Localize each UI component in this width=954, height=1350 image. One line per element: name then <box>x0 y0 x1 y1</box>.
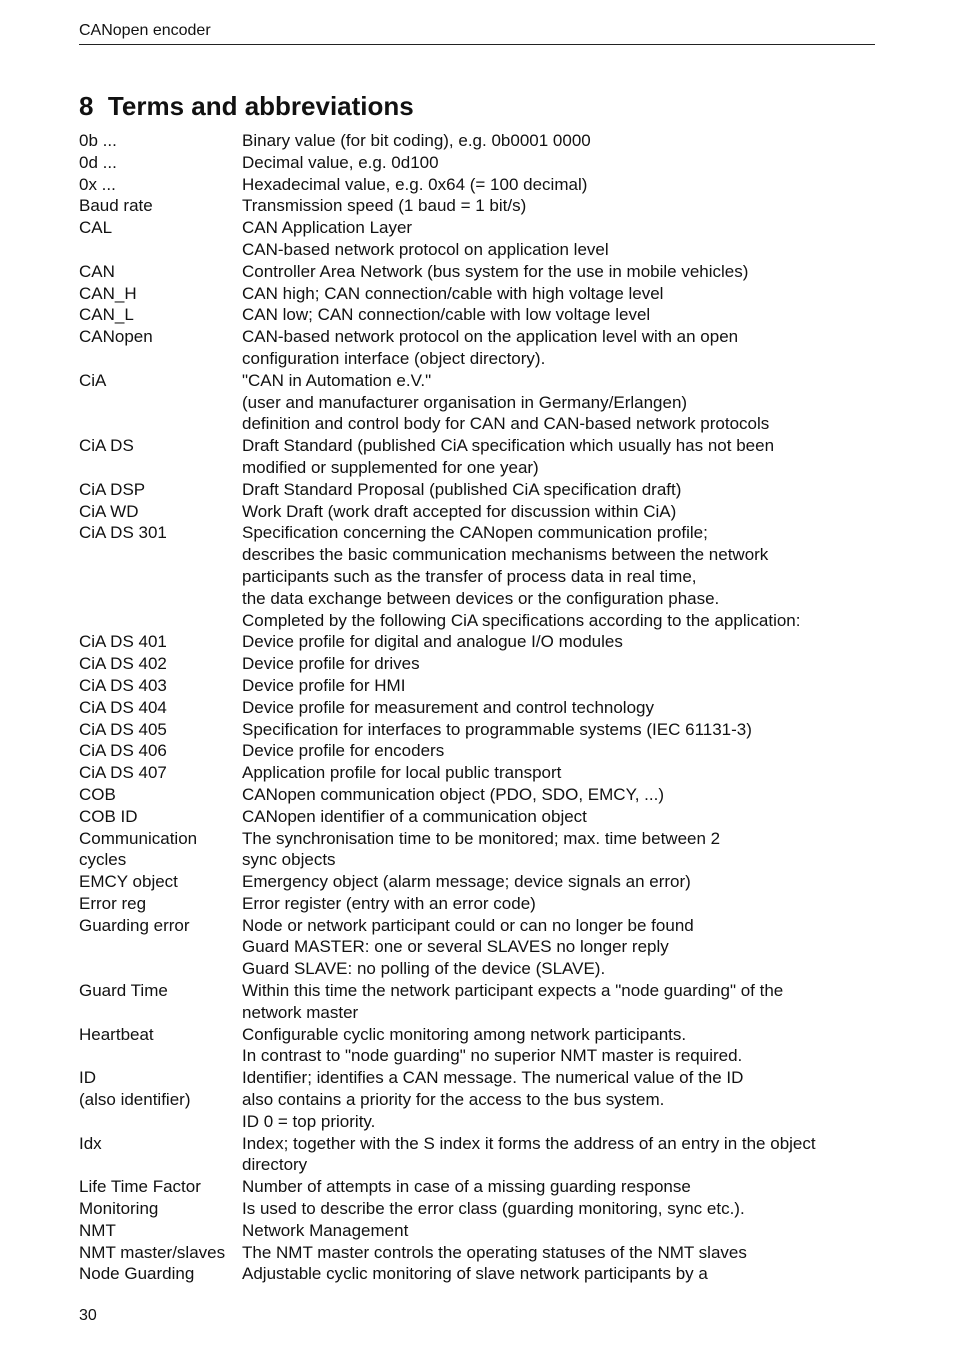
glossary-term: CiA DS <box>79 436 134 456</box>
glossary-entry <box>79 675 879 697</box>
running-header <box>79 21 875 45</box>
glossary-term: Monitoring <box>79 1199 159 1219</box>
glossary-term: CAN_H <box>79 283 137 303</box>
glossary-entry <box>79 653 879 675</box>
glossary-entry <box>79 283 879 305</box>
glossary-entry <box>79 217 879 261</box>
glossary-term: Idx <box>79 1133 102 1153</box>
glossary-definition: Draft Standard Proposal (published CiA specification draft) <box>242 479 682 499</box>
glossary-entry <box>79 152 879 174</box>
glossary-entry <box>79 871 879 893</box>
glossary-definition: Decimal value, e.g. 0d100 <box>242 152 439 172</box>
glossary-definition: Device profile for digital and analogue I/O modules <box>242 632 623 652</box>
glossary-entry <box>79 762 879 784</box>
glossary-definition: Network Management <box>242 1220 409 1240</box>
glossary-term: CiA DS 406 <box>79 741 167 761</box>
glossary-definition: Number of attempts in case of a missing guarding response <box>242 1177 691 1197</box>
glossary-term: CiA DS 301 <box>79 523 167 543</box>
glossary-entry <box>79 1133 879 1177</box>
glossary-term: 0x ... <box>79 174 116 194</box>
glossary-entry <box>79 261 879 283</box>
glossary-term: CiA WD <box>79 501 139 521</box>
glossary-term: COB ID <box>79 806 138 826</box>
glossary-definition: Is used to describe the error class (guarding monitoring, sync etc.). <box>242 1199 745 1219</box>
glossary-term: Guarding error <box>79 915 190 935</box>
glossary-definition: Index; together with the S index it forms the address of an entry in the object directory <box>242 1133 816 1175</box>
glossary-definition: Draft Standard (published CiA specification which usually has not been modified or supplemented for one year) <box>242 436 775 477</box>
glossary-definition: Transmission speed (1 baud = 1 bit/s) <box>242 196 527 216</box>
glossary-term: CANopen <box>79 327 153 347</box>
glossary-term: CiA DS 402 <box>79 654 167 674</box>
glossary-entry <box>79 719 879 741</box>
glossary-entry <box>79 1067 879 1132</box>
glossary-entry <box>79 1024 879 1068</box>
header-title: CANopen encoder <box>79 22 211 39</box>
glossary-definition: Device profile for encoders <box>242 741 445 761</box>
glossary-definition: CAN Application Layer CAN-based network protocol on application level <box>242 218 609 259</box>
glossary-entry <box>79 980 879 1024</box>
glossary-entry <box>79 893 879 915</box>
glossary-entry <box>79 631 879 653</box>
glossary-term: CAN_L <box>79 305 134 325</box>
glossary-definition: Binary value (for bit coding), e.g. 0b0001 0000 <box>242 131 591 150</box>
glossary-definition: Node or network participant could or can no longer be found Guard MASTER: one or several SLAVES no longer reply Guard SLAVE: no polling of the device (SLAVE). <box>242 915 694 979</box>
glossary-entry <box>79 1176 879 1198</box>
page-number: 30 <box>79 1307 97 1324</box>
glossary-entry <box>79 435 879 479</box>
glossary-entry <box>79 501 879 523</box>
glossary-term: CiA DS 407 <box>79 763 167 783</box>
glossary-term: Heartbeat <box>79 1024 154 1044</box>
glossary-list <box>79 130 879 1285</box>
glossary-term: Guard Time <box>79 981 168 1001</box>
glossary-entry <box>79 522 879 631</box>
glossary-entry <box>79 1242 879 1264</box>
glossary-term: Node Guarding <box>79 1264 195 1284</box>
glossary-term: ID (also identifier) <box>79 1068 191 1110</box>
glossary-entry <box>79 915 879 980</box>
glossary-entry <box>79 740 879 762</box>
glossary-term: CAN <box>79 261 115 281</box>
glossary-term: Baud rate <box>79 196 153 216</box>
glossary-definition: Device profile for HMI <box>242 675 406 695</box>
glossary-definition: CANopen communication object (PDO, SDO, EMCY, ...) <box>242 784 665 804</box>
glossary-term: CiA DS 405 <box>79 719 167 739</box>
glossary-term: 0d ... <box>79 152 117 172</box>
glossary-entry <box>79 697 879 719</box>
glossary-entry <box>79 1220 879 1242</box>
glossary-definition: Adjustable cyclic monitoring of slave network participants by a <box>242 1264 708 1284</box>
glossary-entry <box>79 806 879 828</box>
glossary-definition: CAN-based network protocol on the application level with an open configuration interface (object directory). <box>242 327 739 368</box>
glossary-entry <box>79 1263 879 1285</box>
glossary-definition: Within this time the network participant expects a "node guarding" of the network master <box>242 981 784 1022</box>
glossary-definition: Device profile for measurement and control technology <box>242 697 654 717</box>
glossary-term: 0b ... <box>79 131 117 150</box>
glossary-definition: Error register (entry with an error code) <box>242 893 536 913</box>
glossary-definition: The NMT master controls the operating statuses of the NMT slaves <box>242 1242 747 1262</box>
glossary-entry <box>79 130 879 152</box>
glossary-term: CiA <box>79 370 107 390</box>
glossary-definition: Hexadecimal value, e.g. 0x64 (= 100 decimal) <box>242 174 588 194</box>
glossary-term: EMCY object <box>79 872 178 892</box>
glossary-term: Error reg <box>79 893 147 913</box>
glossary-definition: Identifier; identifies a CAN message. The numerical value of the ID also contains a priority for the access to the bus system. ID 0 = top priority. <box>242 1068 744 1131</box>
glossary-definition: Specification concerning the CANopen communication profile; describes the basic communication mechanisms between the network participants such as the transfer of process data in real time, the data exchange between devices or the configuration phase. Completed by the following CiA specifications according to the application: <box>242 523 801 630</box>
glossary-entry <box>79 1198 879 1220</box>
glossary-definition: Configurable cyclic monitoring among network participants. In contrast to "node guarding" no superior NMT master is required. <box>242 1024 743 1066</box>
glossary-term: Communication cycles <box>79 828 198 870</box>
glossary-entry <box>79 479 879 501</box>
glossary-entry <box>79 370 879 435</box>
glossary-term: Life Time Factor <box>79 1177 201 1197</box>
glossary-term: COB <box>79 784 116 804</box>
glossary-definition: CANopen identifier of a communication object <box>242 806 587 826</box>
glossary-definition: Device profile for drives <box>242 654 420 674</box>
glossary-entry <box>79 195 879 217</box>
glossary-definition: "CAN in Automation e.V." (user and manufacturer organisation in Germany/Erlangen) definition and control body for CAN and CAN-based network protocols <box>242 370 770 434</box>
glossary-entry <box>79 828 879 872</box>
glossary-definition: CAN high; CAN connection/cable with high voltage level <box>242 283 664 303</box>
glossary-definition: Emergency object (alarm message; device signals an error) <box>242 872 691 892</box>
glossary-term: CAL <box>79 218 113 238</box>
glossary-term: NMT <box>79 1220 116 1240</box>
glossary-term: CiA DS 403 <box>79 675 167 695</box>
glossary-definition: Controller Area Network (bus system for the use in mobile vehicles) <box>242 261 749 281</box>
glossary-entry <box>79 784 879 806</box>
glossary-entry <box>79 174 879 196</box>
glossary-entry <box>79 304 879 326</box>
glossary-definition: Application profile for local public transport <box>242 763 562 783</box>
glossary-definition: Specification for interfaces to programmable systems (IEC 61131-3) <box>242 719 752 739</box>
section-title: Terms and abbreviations <box>107 91 414 121</box>
glossary-term: CiA DS 404 <box>79 697 167 717</box>
glossary-entry <box>79 326 879 370</box>
glossary-term: CiA DS 401 <box>79 632 167 652</box>
glossary-definition: CAN low; CAN connection/cable with low voltage level <box>242 305 651 325</box>
glossary-definition: The synchronisation time to be monitored; max. time between 2 sync objects <box>242 828 721 870</box>
section-number: 8 <box>79 91 94 121</box>
section-heading <box>79 89 414 123</box>
glossary-term: NMT master/slaves <box>79 1242 226 1262</box>
glossary-term: CiA DSP <box>79 479 146 499</box>
glossary-definition: Work Draft (work draft accepted for discussion within CiA) <box>242 501 677 521</box>
